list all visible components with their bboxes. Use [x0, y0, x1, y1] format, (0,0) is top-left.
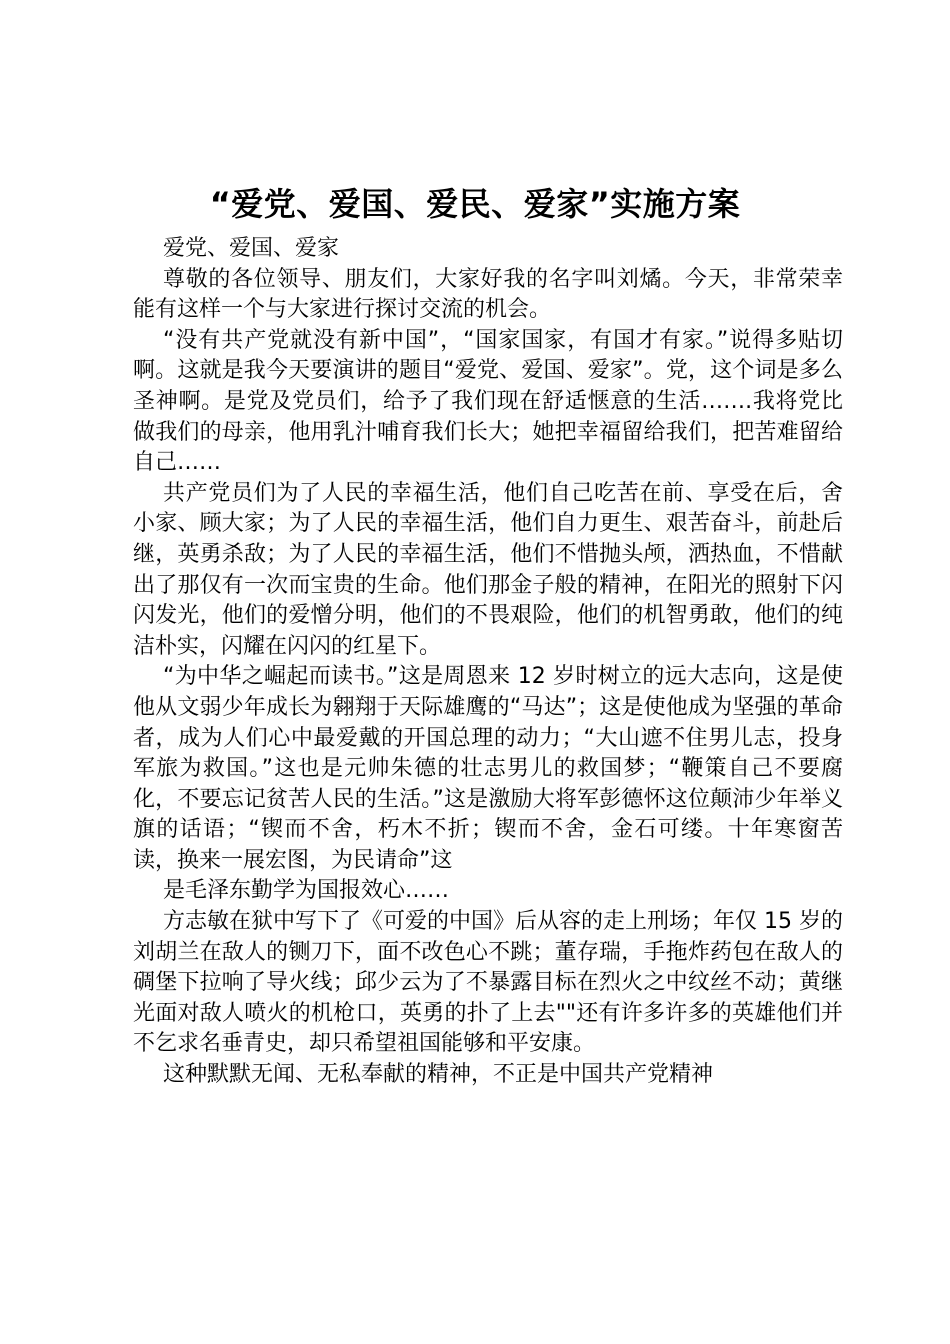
- paragraph-spirit: 这种默默无闻、无私奉献的精神，不正是中国共产党精神: [163, 1062, 714, 1088]
- paragraph-heroes: 方志敏在狱中写下了《可爱的中国》后从容的走上刑场；年仅 15 岁的刘胡兰在敌人的铡刀下，面不改色心不跳；董存瑞，手拖炸药包在敌人的碉堡下拉响了导火线；邱少云为了不暴露目标在烈火之中纹丝不动；黄继光面对敌人喷火的机枪口，英勇的扑了上去""还有许多许多的英雄他们并不乞求名垂青史，却只希望祖国能够和平安康。: [133, 909, 843, 1057]
- paragraph-greeting: 尊敬的各位领导、朋友们，大家好我的名字叫刘燏。今天，非常荣幸能有这样一个与大家进行探讨交流的机会。: [133, 266, 843, 323]
- paragraph-subtitle: 爱党、爱国、爱家: [163, 236, 340, 261]
- paragraph-mao: 是毛泽东勤学为国报效心……: [163, 878, 450, 904]
- document-body: [133, 234, 843, 1091]
- document-title: “爱党、爱国、爱民、爱家”实施方案: [209, 185, 741, 223]
- paragraph-leaders: “为中华之崛起而读书。”这是周恩来 12 岁时树立的远大志向，这是使他从文弱少年成长为翱翔于天际雄鹰的“马达”；这是使他成为坚强的革命者，成为人们心中最爱戴的开国总理的动力；“大山遮不住男儿志，投身军旅为救国。”这也是元帅朱德的壮志男儿的救国梦；“鞭策自己不要腐化，不要忘记贫苦人民的生活。”这是激励大将军彭德怀这位颠沛少年举义旗的话语；“锲而不舍，朽木不折；锲而不舍，金石可缕。十年寒窗苦读，换来一展宏图，为民请命”这: [133, 664, 843, 873]
- paragraph-party-members: 共产党员们为了人民的幸福生活，他们自己吃苦在前、享受在后，舍小家、顾大家；为了人民的幸福生活，他们自力更生、艰苦奋斗，前赴后继，英勇杀敌；为了人民的幸福生活，他们不惜抛头颅，洒热血，不惜献出了那仅有一次而宝贵的生命。他们那金子般的精神，在阳光的照射下闪闪发光，他们的爱憎分明，他们的不畏艰险，他们的机智勇敢，他们的纯洁朴实，闪耀在闪闪的红星下。: [133, 480, 843, 659]
- paragraph-party: “没有共产党就没有新中国”，“国家国家，有国才有家。”说得多贴切啊。这就是我今天要演讲的题目“爱党、爱国、爱家”。党，这个词是多么圣神啊。是党及党员们，给予了我们现在舒适惬意的生活…….我将党比做我们的母亲，他用乳汁哺育我们长大；她把幸福留给我们，把苦难留给自己……: [133, 327, 843, 476]
